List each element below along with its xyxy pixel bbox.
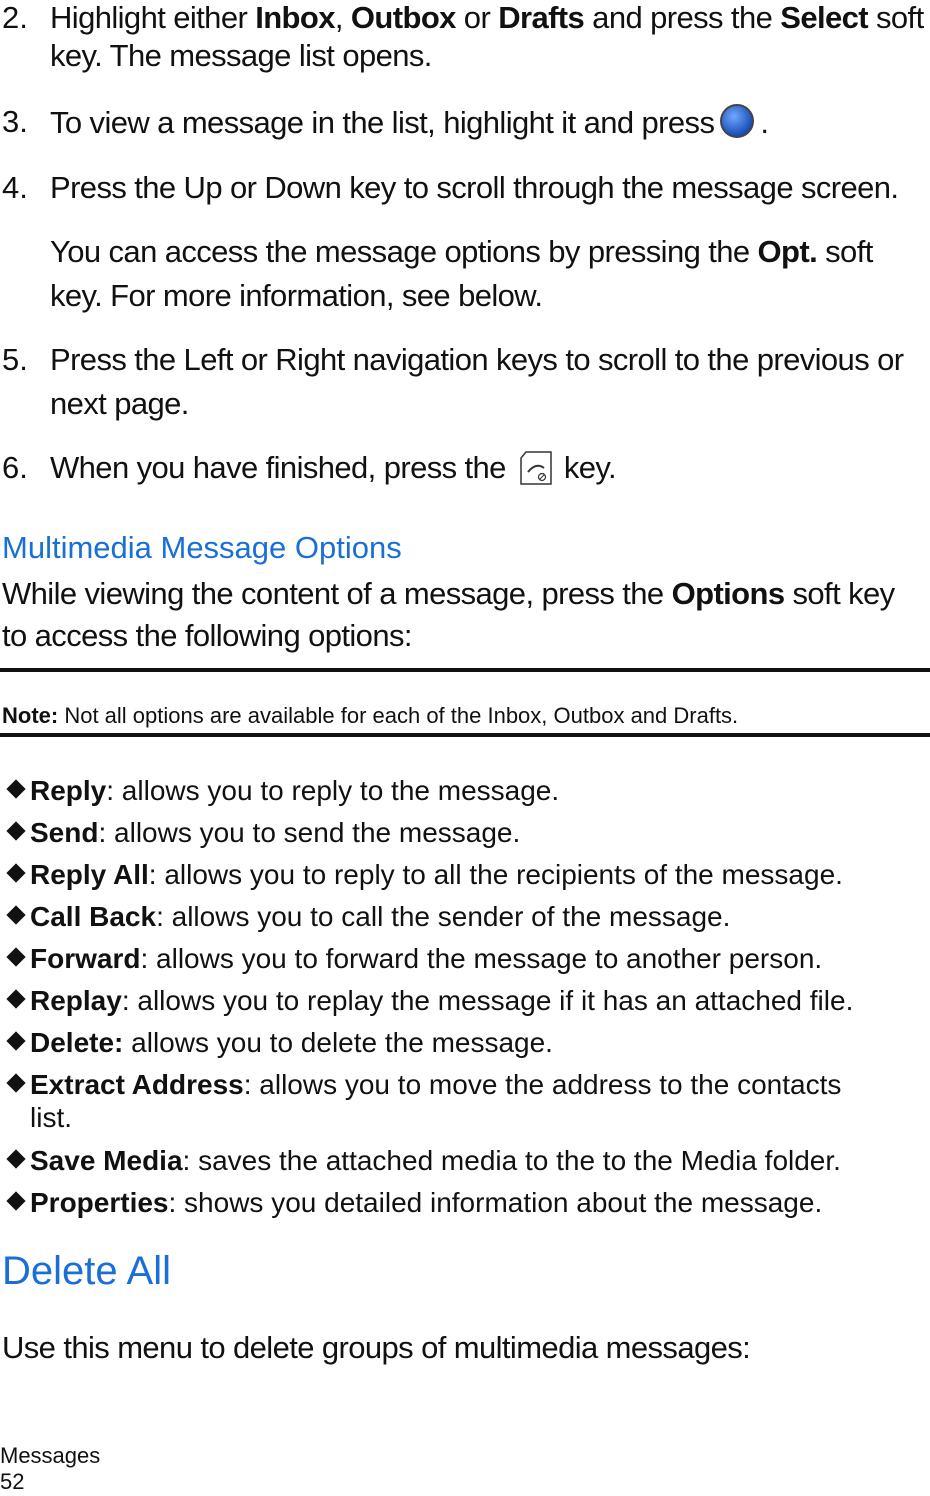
step-2-line-1: Highlight either Inbox, Outbox or Drafts and press the Select soft xyxy=(50,0,924,35)
list-item-continuation: list. xyxy=(30,1102,72,1133)
step-2-line-2: key. The message list opens. xyxy=(50,38,432,73)
page-number: 52 xyxy=(0,1469,25,1494)
step-5-line-2: next page. xyxy=(50,386,189,421)
step-number: 3. xyxy=(2,104,28,139)
step-4-para-line-1: You can access the message options by pressing the Opt. soft xyxy=(50,234,873,269)
step-number: 5. xyxy=(2,342,28,377)
ok-button-icon xyxy=(720,104,754,138)
section-intro-line-1: While viewing the content of a message, press the Options soft key xyxy=(2,576,895,611)
list-item: Extract Address: allows you to move the address to the contacts xyxy=(4,1067,841,1103)
list-item: Reply All: allows you to reply to all the recipients of the message. xyxy=(4,857,843,893)
diamond-bullet-icon xyxy=(6,821,25,840)
diamond-bullet-icon xyxy=(6,779,25,798)
step-3-text: To view a message in the list, highlight it and press . xyxy=(50,105,769,140)
list-item: Delete: allows you to delete the message. xyxy=(4,1025,553,1061)
diamond-bullet-icon xyxy=(6,1149,25,1168)
list-item: Call Back: allows you to call the sender of the message. xyxy=(4,899,730,935)
diamond-bullet-icon xyxy=(6,1073,25,1092)
step-number: 6. xyxy=(2,450,28,485)
diamond-bullet-icon xyxy=(6,1031,25,1050)
step-6-text: When you have finished, press the key. xyxy=(50,450,616,485)
list-item: Forward: allows you to forward the message to another person. xyxy=(4,941,822,977)
section-intro: Use this menu to delete groups of multimedia messages: xyxy=(2,1330,751,1365)
section-intro-line-2: to access the following options: xyxy=(2,618,412,653)
diamond-bullet-icon xyxy=(6,947,25,966)
note: Note: Not all options are available for each of the Inbox, Outbox and Drafts. xyxy=(2,703,739,728)
list-item: Replay: allows you to replay the message if it has an attached file. xyxy=(4,983,853,1019)
step-5-line-1: Press the Left or Right navigation keys to scroll to the previous or xyxy=(50,342,904,377)
diamond-bullet-icon xyxy=(6,1191,25,1210)
list-item: Properties: shows you detailed information about the message. xyxy=(4,1185,822,1221)
note-top-rule xyxy=(0,668,930,672)
note-bottom-rule xyxy=(0,733,930,737)
footer-section-name: Messages xyxy=(0,1443,101,1468)
list-item: Reply: allows you to reply to the message. xyxy=(4,773,559,809)
section-heading: Delete All xyxy=(2,1249,171,1293)
diamond-bullet-icon xyxy=(6,905,25,924)
diamond-bullet-icon xyxy=(6,989,25,1008)
step-number: 4. xyxy=(2,170,28,205)
end-call-icon xyxy=(518,450,554,486)
step-4-para-line-2: key. For more information, see below. xyxy=(50,278,543,313)
list-item: Send: allows you to send the message. xyxy=(4,815,520,851)
list-item: Save Media: saves the attached media to the to the Media folder. xyxy=(4,1143,841,1179)
step-4-text: Press the Up or Down key to scroll through the message screen. xyxy=(50,170,899,205)
section-heading: Multimedia Message Options xyxy=(2,530,402,565)
diamond-bullet-icon xyxy=(6,863,25,882)
step-number: 2. xyxy=(2,0,28,35)
